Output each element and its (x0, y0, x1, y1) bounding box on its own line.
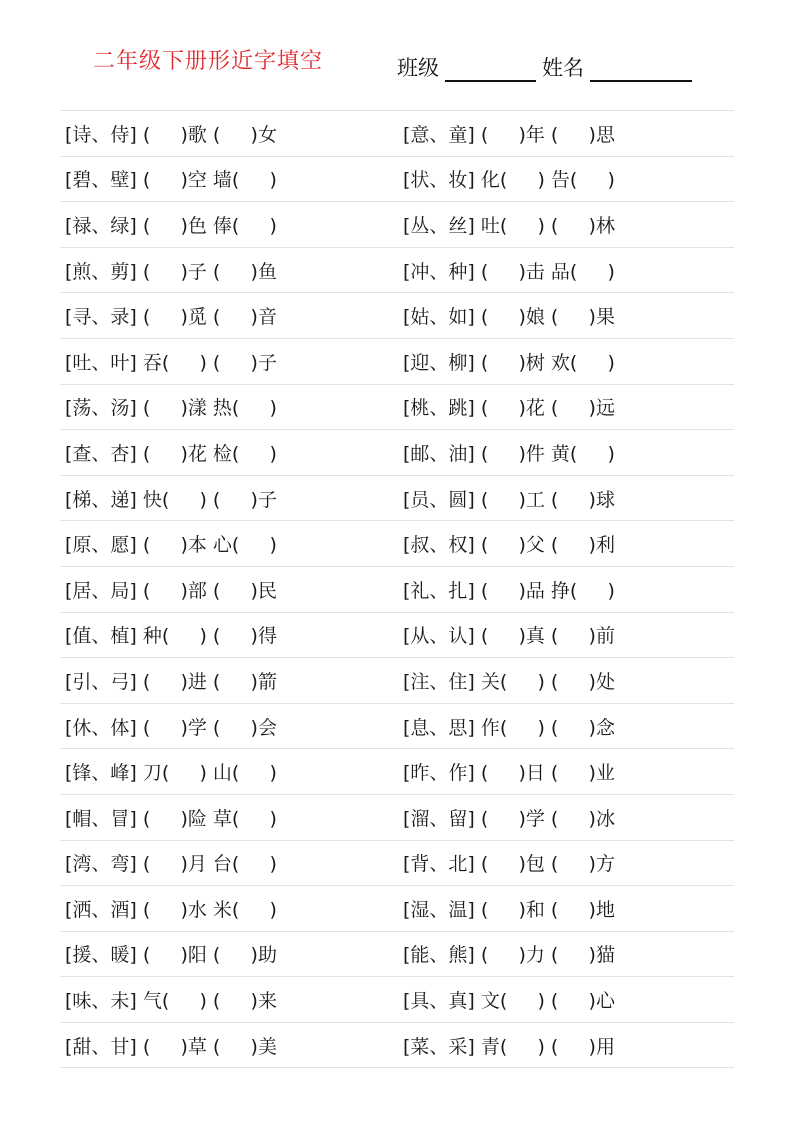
exercise-row (60, 886, 734, 932)
exercise-left[interactable]: [禄、绿] ( )色 俸( ) (65, 214, 277, 237)
exercise-left[interactable]: [寻、录] ( )觅 ( )音 (65, 306, 277, 329)
exercise-right[interactable]: [员、圆] ( )工 ( )球 (403, 488, 615, 511)
name-label: 姓名 (542, 56, 584, 80)
exercise-right[interactable]: [能、熊] ( )力 ( )猫 (403, 944, 615, 967)
worksheet-title: 二年级下册形近字填空 (93, 49, 324, 74)
exercise-right[interactable]: [状、妆] 化( ) 告( ) (403, 169, 615, 192)
exercise-left[interactable]: [洒、酒] ( )水 米( ) (65, 898, 277, 921)
student-info (397, 52, 692, 82)
exercise-right[interactable]: [邮、油] ( )件 黄( ) (403, 442, 615, 465)
exercise-right[interactable]: [溜、留] ( )学 ( )冰 (403, 807, 615, 830)
exercise-right[interactable]: [意、童] ( )年 ( )思 (403, 123, 615, 146)
exercise-left[interactable]: [锋、峰] 刀( ) 山( ) (65, 762, 277, 785)
exercise-left[interactable]: [梯、递] 快( ) ( )子 (65, 488, 277, 511)
exercise-left[interactable]: [味、未] 气( ) ( )来 (65, 990, 277, 1013)
exercise-left[interactable]: [帽、冒] ( )险 草( ) (65, 807, 277, 830)
exercise-row (60, 430, 734, 476)
exercise-right[interactable]: [湿、温] ( )和 ( )地 (403, 898, 615, 921)
exercise-row (60, 111, 734, 157)
exercise-left[interactable]: [查、杏] ( )花 检( ) (65, 442, 277, 465)
exercise-row (60, 932, 734, 978)
exercise-left[interactable]: [值、植] 种( ) ( )得 (65, 625, 277, 648)
exercise-left[interactable]: [甜、甘] ( )草 ( )美 (65, 1035, 277, 1058)
exercise-left[interactable]: [湾、弯] ( )月 台( ) (65, 853, 277, 876)
exercise-right[interactable]: [迎、柳] ( )树 欢( ) (403, 351, 615, 374)
exercise-right[interactable]: [姑、如] ( )娘 ( )果 (403, 306, 615, 329)
exercise-row (60, 339, 734, 385)
exercise-row (60, 567, 734, 613)
exercise-left[interactable]: [休、体] ( )学 ( )会 (65, 716, 277, 739)
exercise-table (60, 110, 734, 1068)
exercise-right[interactable]: [具、真] 文( ) ( )心 (403, 990, 615, 1013)
exercise-row (60, 795, 734, 841)
exercise-right[interactable]: [背、北] ( )包 ( )方 (403, 853, 615, 876)
exercise-left[interactable]: [碧、壁] ( )空 墙( ) (65, 169, 277, 192)
exercise-row (60, 521, 734, 567)
exercise-row (60, 476, 734, 522)
exercise-right[interactable]: [息、思] 作( ) ( )念 (403, 716, 615, 739)
exercise-row (60, 293, 734, 339)
exercise-row (60, 248, 734, 294)
exercise-left[interactable]: [煎、剪] ( )子 ( )鱼 (65, 260, 277, 283)
exercise-left[interactable]: [原、愿] ( )本 心( ) (65, 534, 277, 557)
class-blank[interactable] (445, 58, 536, 82)
class-label: 班级 (397, 56, 439, 80)
exercise-right[interactable]: [桃、跳] ( )花 ( )远 (403, 397, 615, 420)
exercise-left[interactable]: [荡、汤] ( )漾 热( ) (65, 397, 277, 420)
exercise-right[interactable]: [丛、丝] 吐( ) ( )林 (403, 214, 615, 237)
exercise-right[interactable]: [礼、扎] ( )品 挣( ) (403, 579, 615, 602)
exercise-left[interactable]: [诗、侍] ( )歌 ( )女 (65, 123, 277, 146)
exercise-right[interactable]: [菜、采] 青( ) ( )用 (403, 1035, 615, 1058)
exercise-row (60, 1023, 734, 1069)
exercise-right[interactable]: [注、住] 关( ) ( )处 (403, 670, 615, 693)
exercise-row (60, 613, 734, 659)
exercise-row (60, 841, 734, 887)
exercise-left[interactable]: [居、局] ( )部 ( )民 (65, 579, 277, 602)
exercise-row (60, 658, 734, 704)
name-blank[interactable] (590, 58, 692, 82)
exercise-row (60, 202, 734, 248)
exercise-row (60, 157, 734, 203)
exercise-left[interactable]: [援、暖] ( )阳 ( )助 (65, 944, 277, 967)
exercise-left[interactable]: [引、弓] ( )进 ( )箭 (65, 670, 277, 693)
exercise-left[interactable]: [吐、叶] 吞( ) ( )子 (65, 351, 277, 374)
exercise-row (60, 704, 734, 750)
exercise-row (60, 385, 734, 431)
exercise-row (60, 749, 734, 795)
exercise-row (60, 977, 734, 1023)
exercise-right[interactable]: [叔、权] ( )父 ( )利 (403, 534, 615, 557)
exercise-right[interactable]: [昨、作] ( )日 ( )业 (403, 762, 615, 785)
exercise-right[interactable]: [冲、种] ( )击 品( ) (403, 260, 615, 283)
exercise-right[interactable]: [从、认] ( )真 ( )前 (403, 625, 615, 648)
